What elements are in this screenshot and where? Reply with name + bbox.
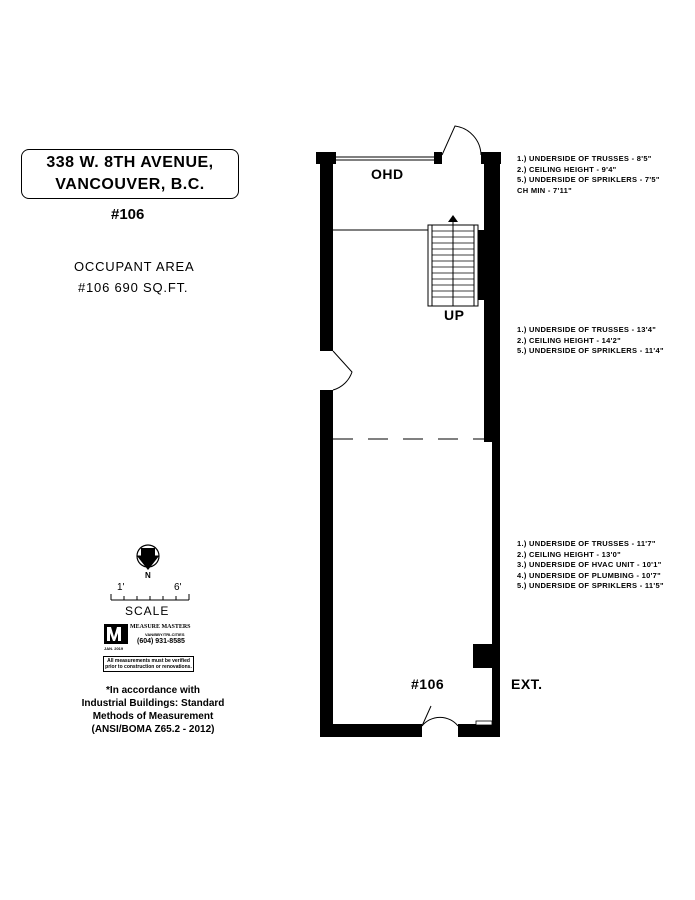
measure-masters-logo-icon xyxy=(104,624,128,644)
hvac-block xyxy=(473,644,492,668)
note-middle-1: 1.) UNDERSIDE OF TRUSSES - 13'4" xyxy=(517,325,657,334)
note-middle-2: 2.) CEILING HEIGHT - 14'2" xyxy=(517,335,621,345)
footnote-line-1: *In accordance with xyxy=(106,685,200,696)
logo-brand: MEASURE MASTERS xyxy=(130,624,191,630)
top-wall-mid xyxy=(434,152,442,164)
bottom-wall-right xyxy=(458,724,500,737)
note-bottom-3: 3.) UNDERSIDE OF HVAC UNIT - 10'1" xyxy=(517,560,662,569)
note-bottom-1: 1.) UNDERSIDE OF TRUSSES - 11'7" xyxy=(517,539,656,548)
unit-label: #106 xyxy=(411,676,445,692)
scale-label: SCALE xyxy=(125,604,170,618)
note-top-4: CH MIN - 7'11" xyxy=(517,185,572,195)
address-line-2: VANCOUVER, B.C. xyxy=(55,176,205,193)
note-top-1: 1.) UNDERSIDE OF TRUSSES - 8'5" xyxy=(517,154,652,163)
left-wall-upper xyxy=(320,152,333,351)
disclaimer-box: All measurements must be verified prior to construction or renovations. xyxy=(103,656,194,672)
stairs xyxy=(428,215,484,306)
logo-cities: VAN/BBY/TRI-CITIES xyxy=(145,632,185,637)
bottom-door-leaf xyxy=(422,706,431,726)
bottom-door-swing xyxy=(422,717,458,726)
notes-bottom xyxy=(517,539,664,592)
notes-middle xyxy=(517,325,664,357)
logo-date: JAN. 2019 xyxy=(104,646,124,651)
footnote-line-2: Industrial Buildings: Standard xyxy=(81,698,225,709)
occupant-area-value: #106 690 SQ.FT. xyxy=(78,280,189,295)
bottom-wall-left xyxy=(320,724,422,737)
footnote-line-4: (ANSI/BOMA Z65.2 - 2012) xyxy=(91,724,215,735)
note-bottom-2: 2.) CEILING HEIGHT - 13'0" xyxy=(517,549,621,559)
north-arrow-icon xyxy=(137,545,159,570)
note-top-3: 5.) UNDERSIDE OF SPRIKLERS - 7'5" xyxy=(517,175,660,184)
left-door-swing xyxy=(333,351,352,390)
footnote xyxy=(68,684,238,736)
footnote-line-3: Methods of Measurement xyxy=(92,711,214,722)
scale-bar xyxy=(111,594,189,600)
note-middle-3: 5.) UNDERSIDE OF SPRIKLERS - 11'4" xyxy=(517,346,664,355)
note-bottom-4: 4.) UNDERSIDE OF PLUMBING - 10'7" xyxy=(517,570,662,580)
address-line-1: 338 W. 8TH AVENUE, xyxy=(46,154,214,171)
right-wall-lower xyxy=(492,442,500,737)
occupant-area-label: OCCUPANT AREA xyxy=(74,259,195,274)
left-wall-lower xyxy=(320,390,333,737)
scale-right-label: 6' xyxy=(174,582,182,593)
unit-title: #106 xyxy=(111,206,145,223)
bottom-small-box xyxy=(476,721,492,725)
top-door-swing xyxy=(442,126,481,155)
exit-label: EXT. xyxy=(511,676,543,692)
note-bottom-5: 5.) UNDERSIDE OF SPRIKLERS - 11'5" xyxy=(517,581,664,590)
right-wall-upper xyxy=(484,152,500,442)
note-top-2: 2.) CEILING HEIGHT - 9'4" xyxy=(517,164,617,174)
stairs-up-label: UP xyxy=(444,307,465,323)
scale-left-label: 1' xyxy=(117,582,125,593)
notes-top xyxy=(517,154,660,196)
logo-phone: (604) 931-8585 xyxy=(137,638,185,645)
ohd-label: OHD xyxy=(371,166,404,182)
north-label: N xyxy=(145,571,151,580)
